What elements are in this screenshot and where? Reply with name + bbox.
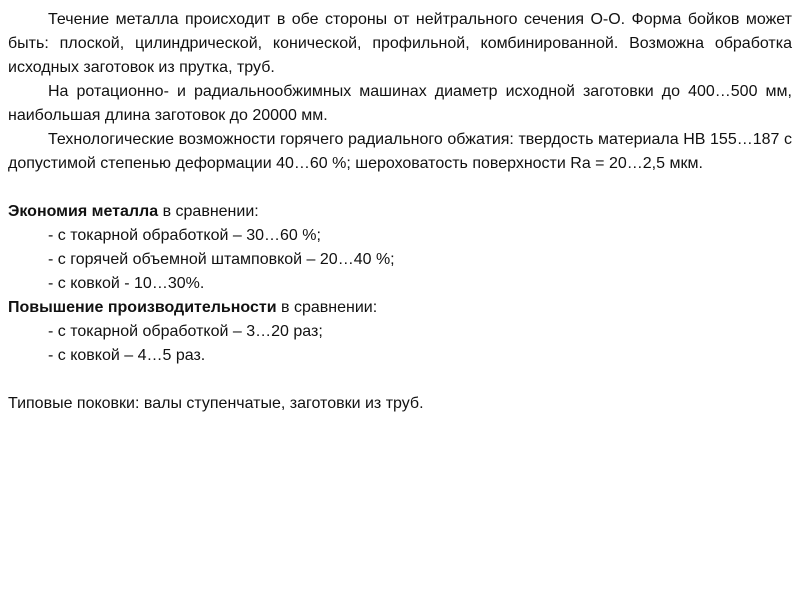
productivity-heading-bold: Повышение производительности xyxy=(8,299,277,316)
spacer xyxy=(8,368,792,392)
economy-item: - с ковкой - 10…30%. xyxy=(48,275,205,292)
paragraph-machines: На ротационно- и радиальнообжимных машинах диаметр исходной заготовки до 400…500 мм, наибольшая длина заготовок до 20000 мм. xyxy=(8,83,792,124)
paragraph-metal-flow: Течение металла происходит в обе стороны от нейтрального сечения О-О. Форма бойков может быть: плоской, цилиндрической, конической, профильной, комбинированной. Возможна обработка исходных заготовок из прутка, труб. xyxy=(8,11,792,76)
spacer xyxy=(8,176,792,200)
economy-heading xyxy=(8,200,792,224)
economy-heading-bold: Экономия металла xyxy=(8,203,159,220)
productivity-heading xyxy=(8,296,792,320)
productivity-item: - с ковкой – 4…5 раз. xyxy=(48,347,206,364)
slide-content xyxy=(8,8,792,416)
productivity-heading-rest: в сравнении: xyxy=(276,299,378,316)
productivity-item: - с токарной обработкой – 3…20 раз; xyxy=(48,323,323,340)
economy-item: - с токарной обработкой – 30…60 %; xyxy=(48,227,321,244)
economy-heading-rest: в сравнении: xyxy=(158,203,259,220)
economy-item: - с горячей объемной штамповкой – 20…40 %; xyxy=(48,251,395,268)
typical-forgings: Типовые поковки: валы ступенчатые, заготовки из труб. xyxy=(8,395,424,412)
paragraph-capabilities: Технологические возможности горячего радиального обжатия: твердость материала НВ 155…187 с допустимой степенью деформации 40…60 %; шероховатость поверхности Ra = 20…2,5 мкм. xyxy=(8,131,792,172)
